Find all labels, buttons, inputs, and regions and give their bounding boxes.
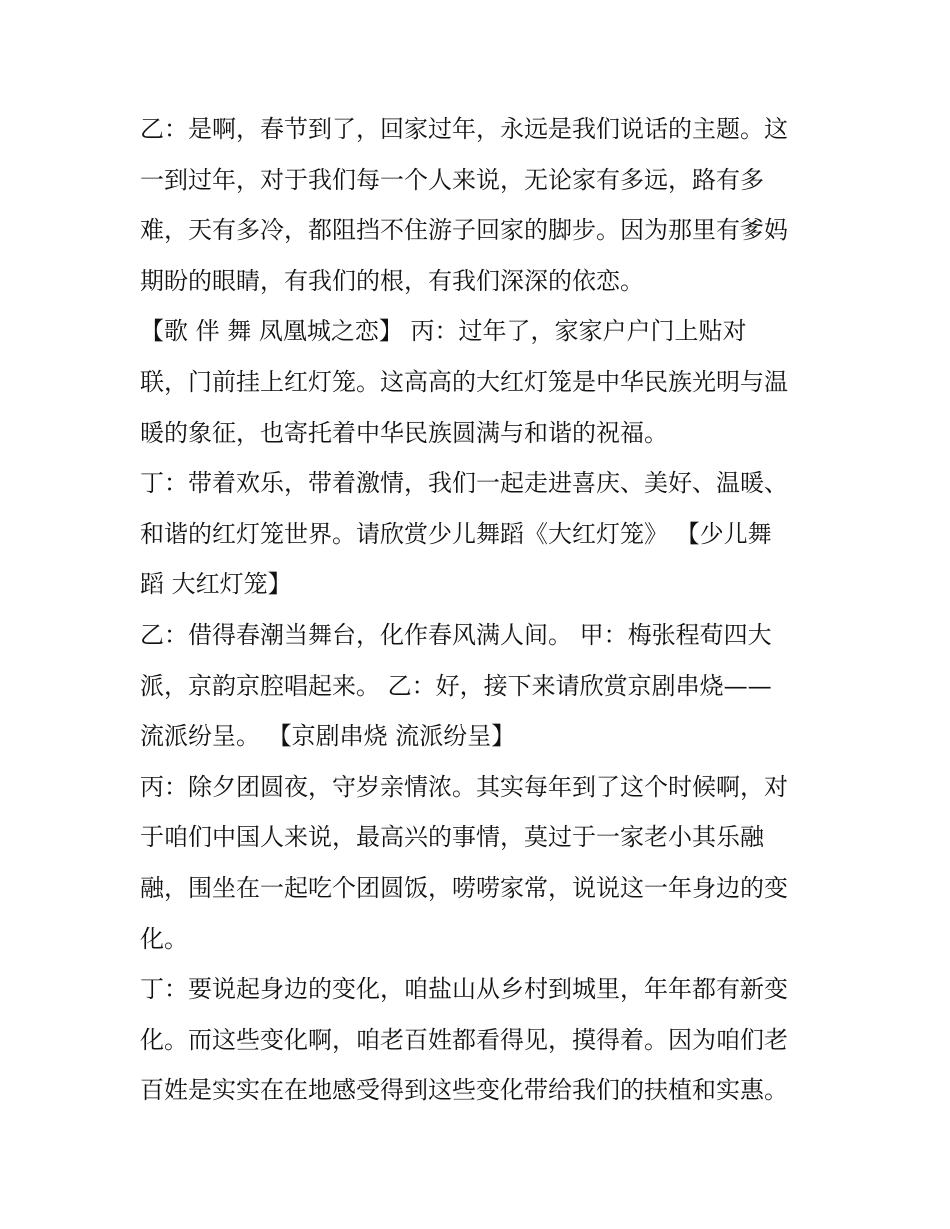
text-line: 于咱们中国人来说，最高兴的事情，莫过于一家老小其乐融 bbox=[140, 823, 764, 852]
text-line: 【歌 伴 舞 凤凰城之恋】 丙：过年了，家家户户门上贴对 bbox=[140, 317, 747, 346]
text-line: 丙：除夕团圆夜，守岁亲情浓。其实每年到了这个时候啊，对 bbox=[140, 772, 788, 801]
text-line: 融，围坐在一起吃个团圆饭，唠唠家常，说说这一年身边的变 bbox=[140, 873, 788, 902]
text-line: 化。 bbox=[140, 924, 188, 953]
text-line: 百姓是实实在在地感受得到这些变化带给我们的扶植和实惠。 bbox=[140, 1076, 788, 1105]
text-line: 和谐的红灯笼世界。请欣赏少儿舞蹈《大红灯笼》 【少儿舞 bbox=[140, 519, 772, 548]
text-line: 丁：带着欢乐，带着激情，我们一起走进喜庆、美好、温暖、 bbox=[140, 469, 788, 498]
text-line: 一到过年，对于我们每一个人来说，无论家有多远，路有多 bbox=[140, 165, 764, 194]
text-line: 丁：要说起身边的变化，咱盐山从乡村到城里，年年都有新变 bbox=[140, 975, 788, 1004]
text-line: 暖的象征，也寄托着中华民族圆满与和谐的祝福。 bbox=[140, 418, 668, 447]
text-line: 化。而这些变化啊，咱老百姓都看得见，摸得着。因为咱们老 bbox=[140, 1025, 788, 1054]
text-line: 乙：是啊，春节到了，回家过年，永远是我们说话的主题。这 bbox=[140, 115, 788, 143]
text-line: 联，门前挂上红灯笼。这高高的大红灯笼是中华民族光明与温 bbox=[140, 367, 788, 396]
text-line: 流派纷呈。 【京剧串烧 流派纷呈】 bbox=[140, 722, 516, 751]
document-body bbox=[140, 104, 816, 1116]
text-line: 难，天有多冷，都阻挡不住游子回家的脚步。因为那里有爹妈 bbox=[140, 216, 788, 245]
text-line: 期盼的眼睛，有我们的根，有我们深深的依恋。 bbox=[140, 266, 644, 295]
text-line: 乙：借得春潮当舞台，化作春风满人间。 甲：梅张程荀四大 bbox=[140, 620, 772, 649]
text-line: 蹈 大红灯笼】 bbox=[140, 570, 292, 599]
text-line: 派，京韵京腔唱起来。 乙：好，接下来请欣赏京剧串烧—— bbox=[140, 671, 772, 700]
